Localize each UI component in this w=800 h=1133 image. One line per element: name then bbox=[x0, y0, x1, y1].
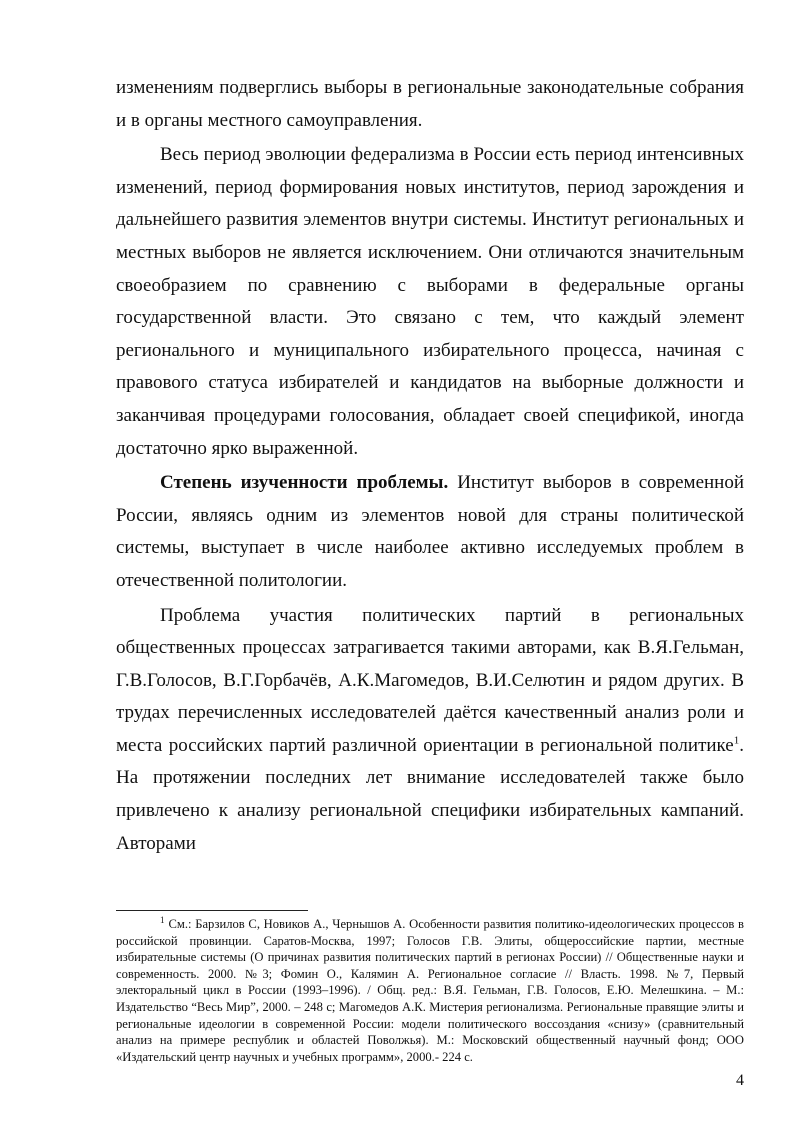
page-number: 4 bbox=[736, 1072, 744, 1089]
paragraph-4-text-a: Проблема участия политических партий в региональных общественных процессах затрагивается такими авторами, как В.Я.Гельман, Г.В.Голосов, В.Г.Горбачёв, А.К.Магомедов, В.И.Селютин и рядом других. В трудах перечисленных исследователей даётся качественный анализ роли и места российских партий различной ориентации в региональной политике bbox=[116, 604, 744, 756]
footnote-reference[interactable]: 1 bbox=[733, 734, 740, 747]
footnote-number: 1 bbox=[160, 914, 165, 925]
body-text bbox=[116, 72, 744, 860]
paragraph-4-text-b: . На протяжении последних лет внимание исследователей также было привлечено к анализу региональной специфики избирательных кампаний. Авторами bbox=[116, 734, 744, 854]
footnote-text: См.: Барзилов С, Новиков А., Чернышов А. Особенности развития политико-идеологических процессов в российской провинции. Саратов-Москва, 1997; Голосов Г.В. Элиты, общероссийские партии, местные избирательные системы (О причинах развития политических партий в регионах России) // Общественные науки и современность. 2000. №3; Фомин О., Калямин А. Региональное согласие // Власть. 1998. №7, Первый электоральный цикл в России (1993–1996). / Общ. ред.: В.Я. Гельман, Г.В. Голосов, Е.Ю. Мелешкина. – М.: Издательство “Весь Мир”, 2000. – 248 с; Магомедов А.К. Мистерия регионализма. Региональные правящие элиты и региональные идеологии в современной России: модели политического воссоздания «снизу» (сравнительный анализ на примере республик и областей Поволжья). М.: Московский общественный научный фонд; ООО «Издательский центр научных и учебных программ», 2000.- 224 с. bbox=[116, 917, 744, 1064]
paragraph-4 bbox=[116, 600, 744, 861]
footnote bbox=[116, 916, 744, 1065]
paragraph-3 bbox=[116, 467, 744, 597]
footnote-separator bbox=[116, 910, 308, 911]
section-heading: Степень изученности проблемы. bbox=[160, 472, 449, 494]
paragraph-3-text: Институт выборов в современной России, являясь одним из элементов новой для страны политической системы, выступает в числе наиболее активно исследуемых проблем в отечественной политологии. bbox=[116, 472, 745, 591]
paragraph-2: Весь период эволюции федерализма в России есть период интенсивных изменений, период формирования новых институтов, период зарождения и дальнейшего развития элементов внутри системы. Институт региональных и местных выборов не является исключением. Они отличаются значительным своеобразием по сравнению с выборами в федеральные органы государственной власти. Это связано с тем, что каждый элемент регионального и муниципального избирательного процесса, начиная с правового статуса избирателей и кандидатов на выборные должности и заканчивая процедурами голосования, обладает своей спецификой, иногда достаточно ярко выраженной. bbox=[116, 144, 744, 459]
paragraph-1: изменениям подверглись выборы в региональные законодательные собрания и в органы местного самоуправления. bbox=[116, 77, 744, 131]
